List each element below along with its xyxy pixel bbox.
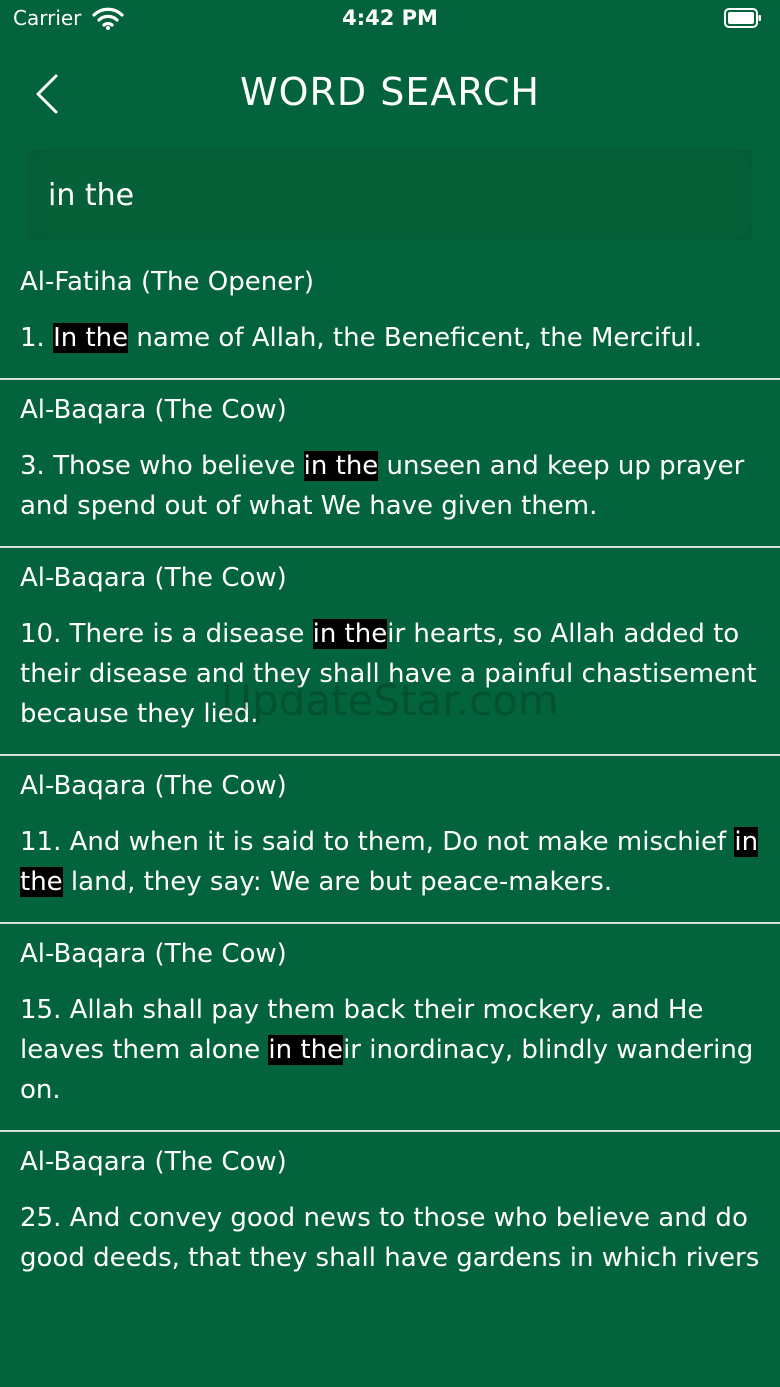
- verse-post: ir inordinacy, blindly wandering on.: [20, 1035, 754, 1105]
- verse-text: [0, 1198, 780, 1276]
- result-row[interactable]: [0, 1132, 780, 1276]
- search-input[interactable]: [28, 150, 752, 240]
- verse-pre: 11. And when it is said to them, Do not make mischief: [20, 827, 735, 857]
- verse-post: land, they say: We are but peace-makers.: [62, 867, 613, 897]
- verse-post: unseen and keep up prayer and spend out of what We have given them.: [20, 451, 745, 521]
- surah-name: Al-Baqara (The Cow): [20, 771, 287, 801]
- verse-text: [0, 446, 780, 526]
- surah-name: Al-Baqara (The Cow): [20, 563, 287, 593]
- status-bar: [0, 0, 780, 40]
- page-title: WORD SEARCH: [240, 70, 540, 114]
- verse-pre: 15. Allah shall pay them back their mockery, and He leaves them alone: [20, 995, 704, 1065]
- match-highlight: in the: [312, 619, 388, 649]
- surah-name: Al-Baqara (The Cow): [20, 939, 287, 969]
- verse-text: [0, 822, 780, 902]
- match-highlight: in the: [20, 827, 759, 897]
- verse-post: name of Allah, the Beneficent, the Merciful.: [128, 323, 703, 353]
- match-highlight: In the: [53, 323, 129, 353]
- match-highlight: in the: [303, 451, 379, 481]
- verse-pre: 1.: [20, 323, 54, 353]
- verse-post: ir hearts, so Allah added to their disease and they shall have a painful chastisement because they lied.: [20, 619, 757, 729]
- clock: 4:42 PM: [342, 6, 438, 30]
- surah-name: Al-Baqara (The Cow): [20, 395, 287, 425]
- battery-icon: [724, 8, 762, 28]
- result-row[interactable]: [0, 756, 780, 924]
- results-list: [0, 252, 780, 1276]
- carrier-label: Carrier: [13, 6, 82, 30]
- watermark: UpdateStar.com: [221, 676, 559, 725]
- nav-bar: [0, 48, 780, 140]
- result-row[interactable]: [0, 924, 780, 1132]
- verse-pre: 25. And convey good news to those who believe and do good deeds, that they shall have gardens in which rivers: [20, 1203, 760, 1273]
- verse-pre: 10. There is a disease: [20, 619, 313, 649]
- verse-text: [0, 614, 780, 734]
- result-row[interactable]: [0, 380, 780, 548]
- verse-text: [0, 318, 780, 358]
- surah-name: Al-Fatiha (The Opener): [20, 267, 315, 297]
- surah-name: Al-Baqara (The Cow): [20, 1147, 287, 1177]
- verse-text: [0, 990, 780, 1110]
- result-row[interactable]: [0, 252, 780, 380]
- match-highlight: in the: [268, 1035, 344, 1065]
- verse-pre: 3. Those who believe: [20, 451, 304, 481]
- result-row[interactable]: [0, 548, 780, 756]
